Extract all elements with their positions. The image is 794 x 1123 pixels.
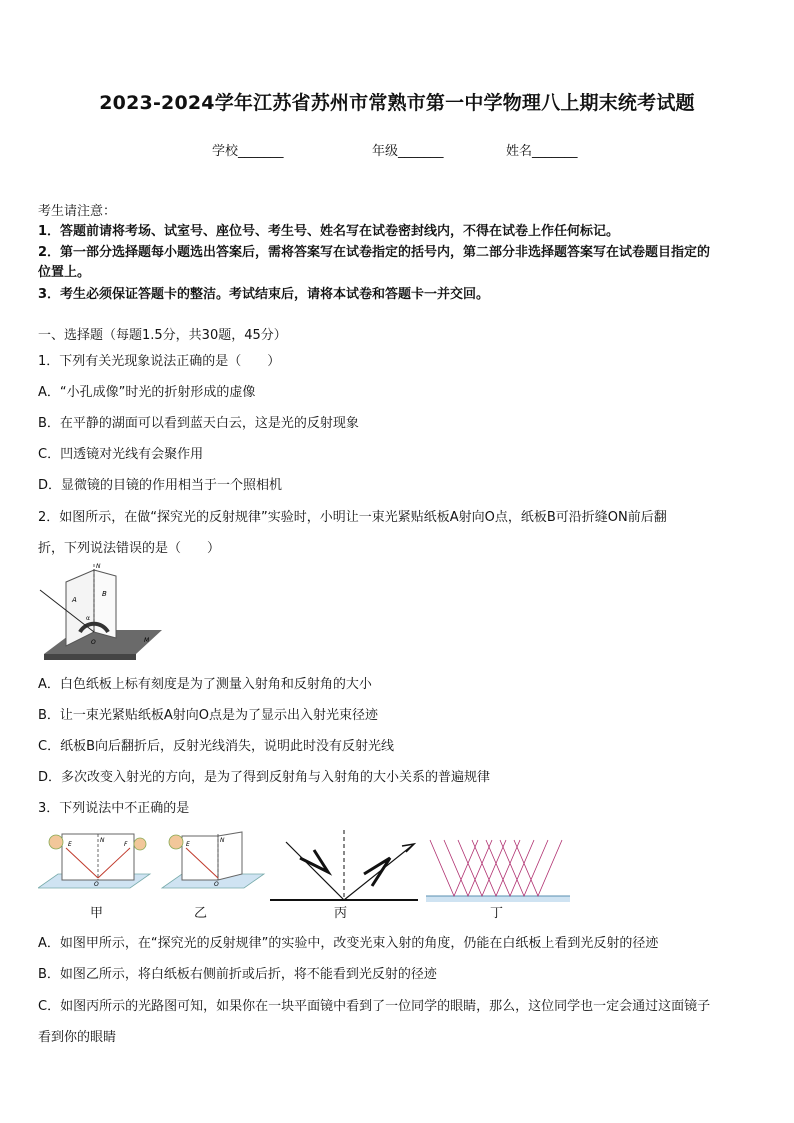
q1-option-a: A．“小孔成像”时光的折射形成的虚像 — [38, 385, 256, 400]
figure-bing — [268, 828, 420, 904]
q2-option-c: C．纸板B向后翻折后，反射光线消失，说明此时没有反射光线 — [38, 739, 394, 754]
school-field: 学校_______ — [212, 144, 284, 159]
q1-option-c: C．凹透镜对光线有会聚作用 — [38, 447, 204, 462]
parallel-rays-ding — [430, 840, 562, 896]
q2-option-d: D．多次改变入射光的方向，是为了得到反射角与入射角的大小关系的普遍规律 — [38, 770, 491, 785]
label-e: E — [186, 841, 190, 848]
mirror-edge — [44, 654, 136, 660]
q3-option-c: C．如图丙所示的光路图可知，如果你在一块平面镜中看到了一位同学的眼睛，那么，这位同学也一定会通过这面镜子 — [38, 999, 711, 1014]
hand-icon — [134, 838, 146, 850]
label-n: N — [100, 837, 105, 844]
hand-icon — [169, 835, 183, 849]
notice-item: 3．考生必须保证答题卡的整洁。考试结束后，请将本试卷和答题卡一并交回。 — [38, 287, 490, 302]
q3-option-c-cont: 看到你的眼睛 — [38, 1030, 117, 1045]
caption-yi: 乙 — [194, 906, 208, 921]
reflection-experiment-figure — [36, 562, 172, 670]
q2-option-a: A．白色纸板上标有刻度是为了测量入射角和反射角的大小 — [38, 677, 372, 692]
label-o: O — [94, 881, 99, 888]
page-title: 2023-2024学年江苏省苏州市常熟市第一中学物理八上期末统考试题 — [99, 92, 695, 114]
label-f: F — [124, 841, 128, 848]
arrow-icon — [402, 844, 414, 852]
question-3-stem: 3．下列说法中不正确的是 — [38, 801, 190, 816]
figure-jia — [38, 830, 158, 902]
label-e: E — [68, 841, 72, 848]
figure-ding — [424, 836, 572, 904]
q3-option-b: B．如图乙所示，将白纸板右侧前折或后折，将不能看到光反射的径迹 — [38, 967, 437, 982]
arrow-icon — [364, 858, 390, 886]
q1-option-d: D．显微镜的目镜的作用相当于一个照相机 — [38, 478, 283, 493]
label-o: O — [91, 639, 96, 646]
caption-jia: 甲 — [90, 906, 104, 921]
label-alpha: α — [86, 615, 90, 622]
board-a — [66, 570, 94, 646]
arrow-icon — [300, 850, 328, 872]
section-heading: 一、选择题（每题1.5分，共30题，45分） — [38, 328, 287, 343]
label-a: A — [72, 596, 77, 604]
label-o: O — [214, 881, 219, 888]
caption-ding: 丁 — [490, 906, 504, 921]
label-m: M — [144, 637, 150, 644]
question-2-stem: 2．如图所示，在做“探究光的反射规律”实验时，小明让一束光紧贴纸板A射向O点，纸板B可沿折缝ON前后翻 — [38, 510, 667, 525]
name-field: 姓名_______ — [506, 144, 578, 159]
figure-yi — [160, 830, 270, 902]
notice-heading: 考生请注意： — [38, 204, 117, 219]
label-n: N — [220, 837, 225, 844]
q3-option-a: A．如图甲所示，在“探究光的反射规律”的实验中，改变光束入射的角度，仍能在白纸板上看到光反射的径迹 — [38, 936, 659, 951]
hand-icon — [49, 835, 63, 849]
label-b: B — [102, 590, 107, 598]
question-2-stem-cont: 折，下列说法错误的是（ ） — [38, 541, 221, 556]
q1-option-b: B．在平静的湖面可以看到蓝天白云，这是光的反射现象 — [38, 416, 359, 431]
notice-item: 位置上。 — [38, 265, 91, 280]
reflected-ray-bing — [344, 844, 414, 900]
grade-field: 年级_______ — [372, 144, 444, 159]
question-1-stem: 1．下列有关光现象说法正确的是（ ） — [38, 354, 281, 369]
notice-item: 2．第一部分选择题每小题选出答案后，需将答案写在试卷指定的括号内，第二部分非选择题答案写在试卷题目指定的 — [38, 245, 711, 260]
notice-item: 1．答题前请将考场、试室号、座位号、考生号、姓名写在试卷密封线内，不得在试卷上作任何标记。 — [38, 224, 620, 239]
q2-option-b: B．让一束光紧贴纸板A射向O点是为了显示出入射光束径迹 — [38, 708, 379, 723]
label-n: N — [96, 563, 101, 570]
caption-bing: 丙 — [334, 906, 348, 921]
